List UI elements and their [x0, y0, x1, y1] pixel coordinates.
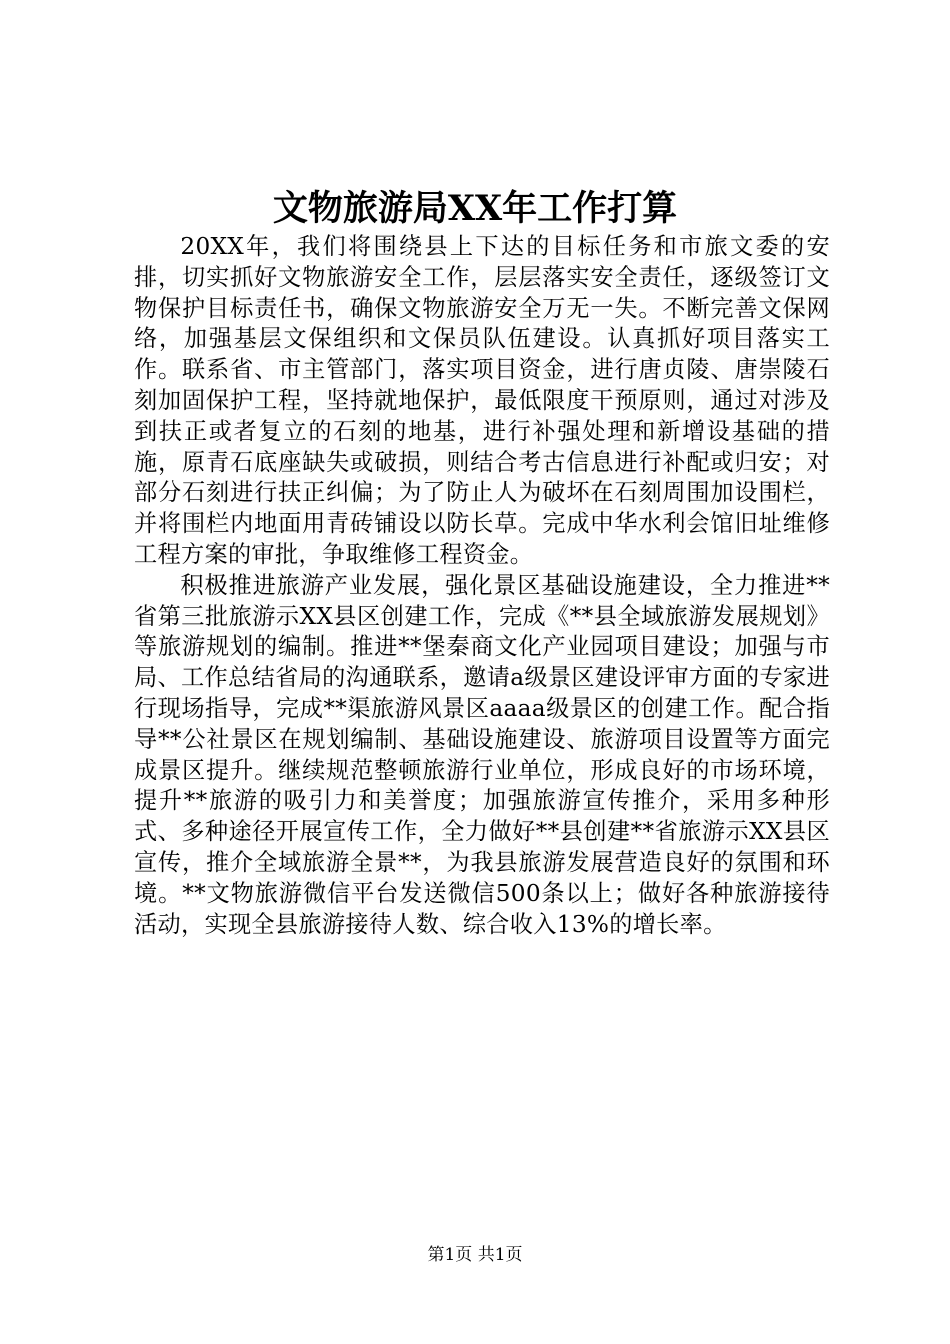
paragraph-2: 积极推进旅游产业发展，强化景区基础设施建设，全力推进**省第三批旅游示XX县区创建工作，完成《**县全域旅游发展规划》等旅游规划的编制。推进**堡秦商文化产业园项目建设；加强与市局、工作总结省局的沟通联系，邀请a级景区建设评审方面的专家进行现场指导，完成**渠旅游风景区aaaa级景区的创建工作。配合指导**公社景区在规划编制、基础设施建设、旅游项目设置等方面完成景区提升。继续规范整顿旅游行业单位，形成良好的市场环境，提升**旅游的吸引力和美誉度；加强旅游宣传推介，采用多种形式、多种途径开展宣传工作，全力做好**县创建**省旅游示XX县区宣传，推介全域旅游全景**，为我县旅游发展营造良好的氛围和环境。**文物旅游微信平台发送微信500条以上；做好各种旅游接待活动，实现全县旅游接待人数、综合收入13%的增长率。: [134, 571, 830, 938]
page-number-footer: 第1页 共1页: [427, 1245, 523, 1265]
paragraph-1: 20XX年，我们将围绕县上下达的目标任务和市旅文委的安排，切实抓好文物旅游安全工作，层层落实安全责任，逐级签订文物保护目标责任书，确保文物旅游安全万无一失。不断完善文保网络，加强基层文保组织和文保员队伍建设。认真抓好项目落实工作。联系省、市主管部门，落实项目资金，进行唐贞陵、唐崇陵石刻加固保护工程，坚持就地保护，最低限度干预原则，通过对涉及到扶正或者复立的石刻的地基，进行补强处理和新增设基础的措施，原青石底座缺失或破损，则结合考古信息进行补配或归安；对部分石刻进行扶正纠偏；为了防止人为破坏在石刻周围加设围栏，并将围栏内地面用青砖铺设以防长草。完成中华水利会馆旧址维修工程方案的审批，争取维修工程资金。: [134, 233, 830, 568]
document-title: 文物旅游局XX年工作打算: [272, 188, 678, 229]
document-body: [134, 232, 830, 940]
